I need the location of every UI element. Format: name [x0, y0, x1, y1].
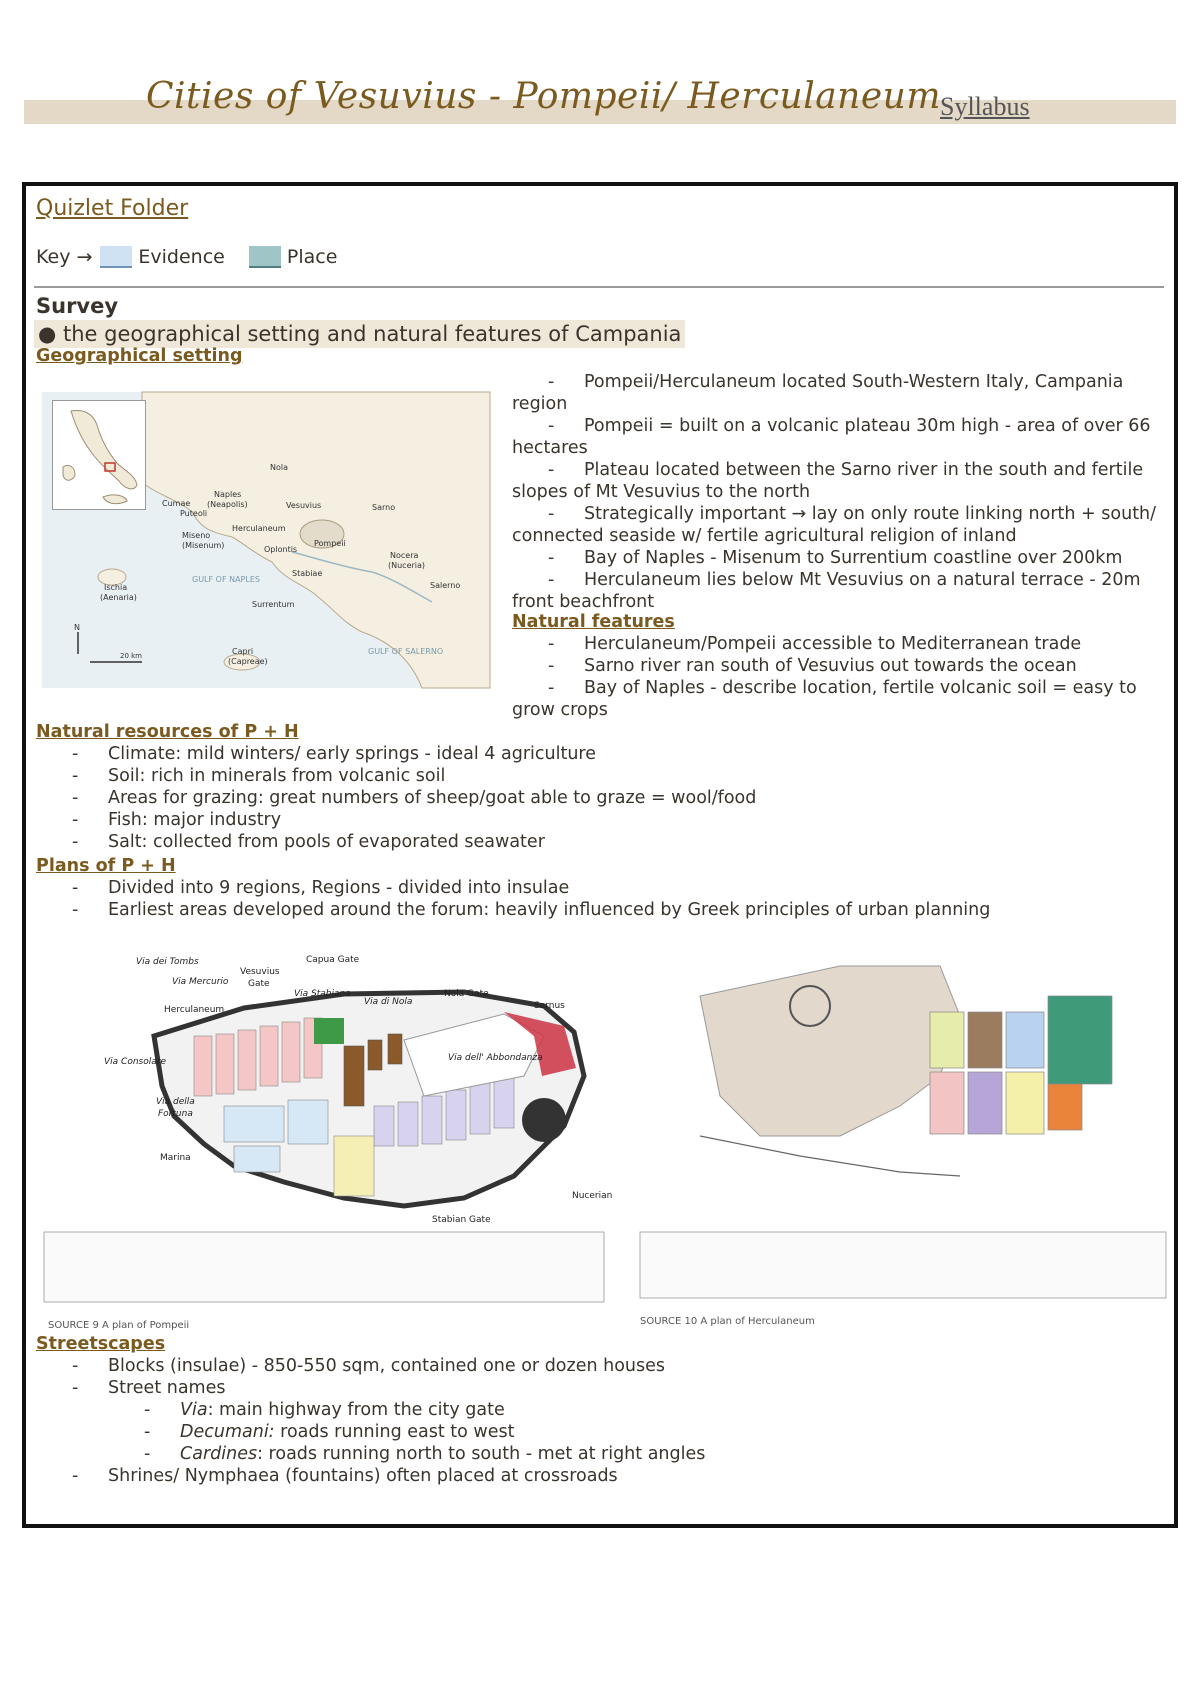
survey-bullet: ● the geographical setting and natural features of Campania — [34, 320, 685, 348]
source9-caption: SOURCE 9 A plan of Pompeii — [48, 1320, 190, 1331]
dash-marker: - — [72, 1356, 79, 1376]
herculaneum-plan — [640, 936, 1166, 1308]
dash-marker: - — [72, 766, 79, 786]
label-nuceria: (Nuceria) — [388, 561, 426, 570]
label-herculaneum: Herculaneum — [232, 524, 286, 533]
dash-marker: - — [548, 634, 555, 654]
label-sarnus: Sarnus — [534, 1001, 565, 1011]
natural-feature-line: Herculaneum/Pompeii accessible to Mediterranean trade — [584, 634, 1082, 654]
label-nocera: Nocera — [390, 551, 419, 560]
evidence-label: Evidence — [138, 246, 225, 268]
street-item: Shrines/ Nymphaea (fountains) often placed at crossroads — [108, 1466, 618, 1486]
dash-marker: - — [548, 656, 555, 676]
dash-marker: - — [144, 1400, 151, 1420]
dash-marker: - — [72, 878, 79, 898]
street-name-item — [180, 1400, 505, 1420]
dash-marker: - — [144, 1444, 151, 1464]
geo-line: Pompeii/Herculaneum located South-Western Italy, Campania — [584, 372, 1124, 392]
geo-line: Herculaneum lies below Mt Vesuvius on a natural terrace - 20m — [584, 570, 1141, 590]
label-via-abbondanza: Via dell' Abbondanza — [448, 1053, 543, 1063]
street-definition: : roads running north to south - met at right angles — [257, 1444, 706, 1464]
resource-item: Fish: major industry — [108, 810, 282, 830]
syllabus-link[interactable]: Syllabus — [940, 92, 1030, 121]
label-ischia: Ischia — [104, 583, 128, 592]
label-via-tombs: Via dei Tombs — [136, 957, 199, 967]
label-vesuvius-gate: Vesuvius — [240, 967, 280, 977]
resource-item: Soil: rich in minerals from volcanic soil — [108, 766, 446, 786]
label-sarno: Sarno — [372, 503, 396, 512]
source10-caption: SOURCE 10 A plan of Herculaneum — [640, 1316, 815, 1327]
street-term: Via — [180, 1400, 208, 1420]
natural-feature-line: Bay of Naples - describe location, fertile volcanic soil = easy to — [584, 678, 1137, 698]
label-misenum: (Misenum) — [182, 541, 225, 550]
label-north: N — [74, 623, 80, 632]
label-puteoli: Puteoli — [180, 509, 208, 518]
geo-line: hectares — [512, 438, 588, 458]
label-via-stabiana: Via Stabiana — [294, 989, 351, 999]
plans-item: Divided into 9 regions, Regions - divided into insulae — [108, 878, 570, 898]
dash-marker: - — [548, 416, 555, 436]
label-capri: Capri — [232, 647, 254, 656]
dash-marker: - — [548, 570, 555, 590]
dash-marker: - — [548, 372, 555, 392]
resource-item: Areas for grazing: great numbers of sheep/goat able to graze = wool/food — [108, 788, 757, 808]
label-stabian-gate: Stabian Gate — [432, 1215, 491, 1225]
label-nola: Nola — [270, 463, 289, 472]
street-definition: : main highway from the city gate — [207, 1400, 505, 1420]
label-via-consolare: Via Consolare — [104, 1057, 166, 1067]
label-herculaneum-gate: Herculaneum — [164, 1005, 225, 1015]
natural-feature-line: Sarno river ran south of Vesuvius out towards the ocean — [584, 656, 1077, 676]
label-aenaria: (Aenaria) — [100, 593, 137, 602]
label-salerno: Salerno — [430, 581, 461, 590]
label-bay: GULF OF NAPLES — [192, 575, 260, 584]
label-oplontis: Oplontis — [264, 545, 298, 554]
label-nola-gate: Nola Gate — [444, 989, 489, 999]
street-term: Cardines — [180, 1444, 258, 1464]
label-nucerian: Nucerian — [572, 1191, 613, 1201]
street-term: Decumani: — [180, 1422, 275, 1442]
label-stabiae: Stabiae — [292, 569, 323, 578]
natural-feature-line: grow crops — [512, 700, 608, 720]
italy-inset-map — [52, 400, 146, 510]
dash-marker: - — [548, 678, 555, 698]
street-name-item — [180, 1444, 705, 1464]
label-scale: 20 km — [120, 652, 143, 660]
geo-line: slopes of Mt Vesuvius to the north — [512, 482, 811, 502]
dash-marker: - — [548, 548, 555, 568]
dash-marker: - — [72, 900, 79, 920]
street-name-item — [180, 1422, 515, 1442]
place-swatch — [249, 246, 281, 268]
label-fortuna: Fortuna — [158, 1109, 193, 1119]
label-via-della: Via della — [156, 1097, 195, 1107]
natural-features-heading: Natural features — [512, 612, 675, 632]
label-capua-gate: Capua Gate — [306, 955, 360, 965]
label-pompeii: Pompeii — [314, 539, 346, 548]
streetscapes-heading: Streetscapes — [36, 1334, 166, 1354]
pompeii-plan — [44, 936, 613, 1312]
dash-marker: - — [72, 788, 79, 808]
dash-marker: - — [72, 744, 79, 764]
geo-line: Plateau located between the Sarno river in the south and fertile — [584, 460, 1144, 480]
geo-line: region — [512, 394, 568, 414]
evidence-swatch — [100, 246, 132, 268]
geo-line: connected seaside w/ fertile agricultural religion of inland — [512, 526, 1017, 546]
label-naples: Naples — [214, 490, 242, 499]
dash-marker: - — [548, 504, 555, 524]
street-item: Street names — [108, 1378, 226, 1398]
plans-item: Earliest areas developed around the forum: heavily influenced by Greek principles of urban planning — [108, 900, 991, 920]
geo-line: front beachfront — [512, 592, 655, 612]
dash-marker: - — [72, 1378, 79, 1398]
geo-line: Pompeii = built on a volcanic plateau 30m high - area of over 66 — [584, 416, 1151, 436]
key-label: Key → — [36, 246, 93, 268]
quizlet-folder-link[interactable]: Quizlet Folder — [36, 196, 189, 221]
dash-marker: - — [72, 832, 79, 852]
label-cumae: Cumae — [162, 499, 191, 508]
street-item: Blocks (insulae) - 850-550 sqm, contained one or dozen houses — [108, 1356, 666, 1376]
divider — [34, 286, 1164, 288]
label-gate: Gate — [248, 979, 270, 989]
label-capreae: (Capreae) — [228, 657, 268, 666]
label-neapolis: (Neapolis) — [207, 500, 248, 509]
geo-heading: Geographical setting — [36, 346, 243, 366]
dash-marker: - — [144, 1422, 151, 1442]
page-title: Cities of Vesuvius - Pompeii/ Herculaneum — [146, 76, 941, 117]
label-gulf-salerno: GULF OF SALERNO — [368, 647, 444, 656]
dash-marker: - — [72, 810, 79, 830]
geo-line: Strategically important → lay on only route linking north + south/ — [584, 504, 1157, 524]
resource-item: Salt: collected from pools of evaporated seawater — [108, 832, 545, 852]
place-label: Place — [286, 246, 338, 268]
label-via-mercurio: Via Mercurio — [172, 977, 229, 987]
resource-item: Climate: mild winters/ early springs - ideal 4 agriculture — [108, 744, 596, 764]
label-vesuvius: Vesuvius — [286, 501, 322, 510]
label-miseno: Miseno — [182, 531, 211, 540]
label-marina: Marina — [160, 1153, 191, 1163]
geo-line: Bay of Naples - Misenum to Surrentium coastline over 200km — [584, 548, 1123, 568]
dash-marker: - — [548, 460, 555, 480]
resources-heading: Natural resources of P + H — [36, 722, 299, 742]
street-definition: roads running east to west — [274, 1422, 515, 1442]
plans-heading: Plans of P + H — [36, 856, 176, 876]
key-legend — [36, 246, 337, 268]
label-via-nola: Via di Nola — [364, 997, 413, 1007]
survey-heading: Survey — [36, 294, 119, 318]
label-surrentum: Surrentum — [252, 600, 295, 609]
dash-marker: - — [72, 1466, 79, 1486]
